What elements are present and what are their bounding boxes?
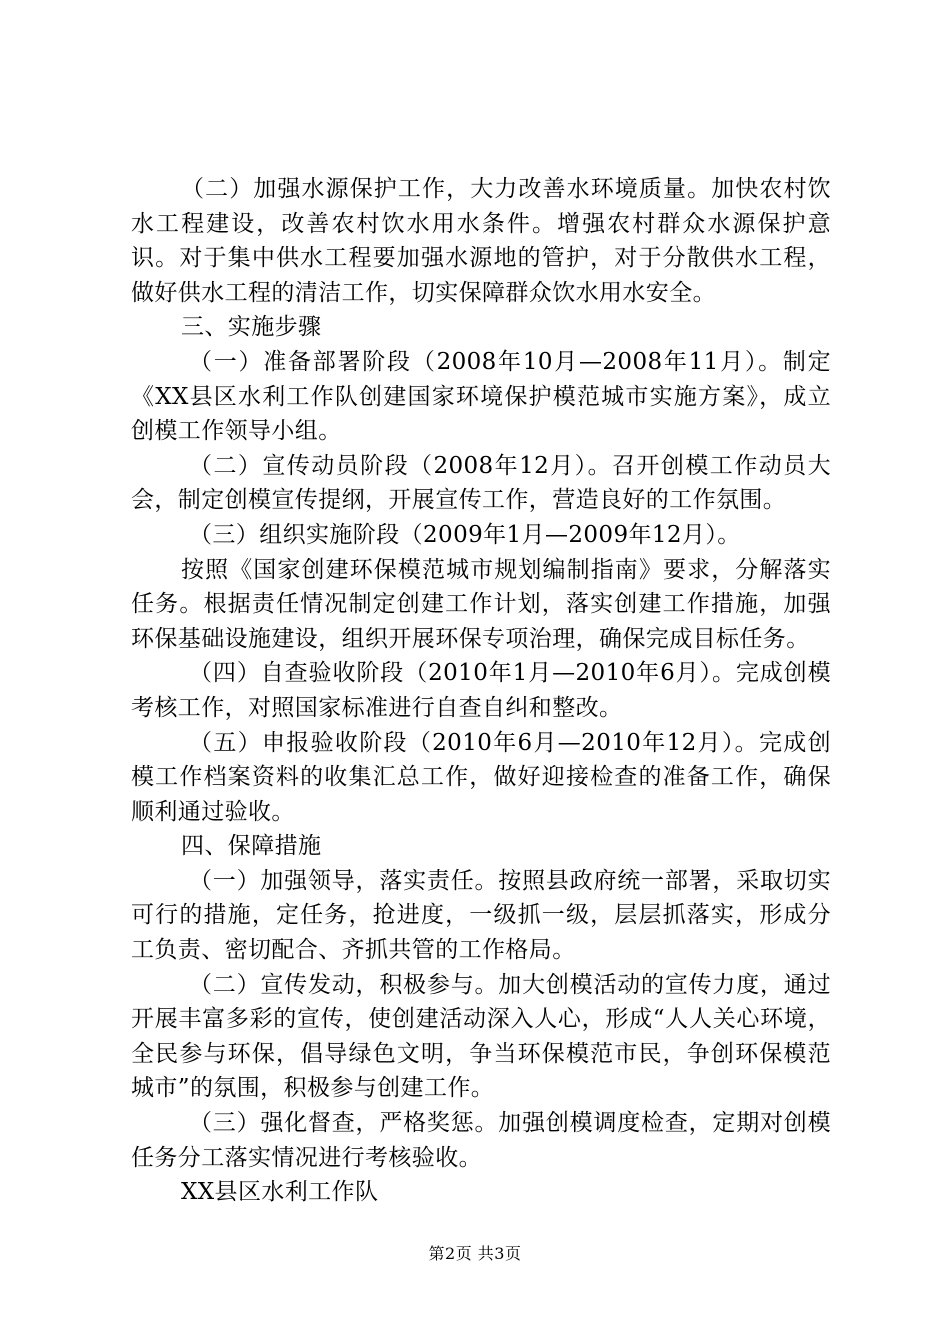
signature-organization: XX县区水利工作队	[181, 1179, 379, 1206]
document-body	[131, 172, 831, 1210]
paragraph-measure-1: （一）加强领导，落实责任。按照县政府统一部署，采取切实可行的措施，定任务，抢进度，一级抓一级，层层抓落实，形成分工负责、密切配合、齐抓共管的工作格局。	[131, 867, 831, 964]
heading-safeguard-measures: 四、保障措施	[181, 833, 322, 860]
paragraph-measure-2: （二）宣传发动，积极参与。加大创模活动的宣传力度，通过开展丰富多彩的宣传，使创建活动深入人心，形成“人人关心环境，全民参与环保，倡导绿色文明，争当环保模范市民，争创环保模范城市”的氛围，积极参与创建工作。	[131, 971, 831, 1102]
paragraph-step-4: （四）自查验收阶段（2010年1月—2010年6月）。完成创模考核工作，对照国家标准进行自查自纠和整改。	[131, 660, 831, 721]
page-number-footer: 第2页 共3页	[428, 1244, 522, 1263]
paragraph-step-3-detail: 按照《国家创建环保模范城市规划编制指南》要求，分解落实任务。根据责任情况制定创建工作计划，落实创建工作措施，加强环保基础设施建设，组织开展环保专项治理，确保完成目标任务。	[131, 556, 831, 652]
heading-implementation-steps: 三、实施步骤	[181, 314, 322, 341]
paragraph-water-source-protection: （二）加强水源保护工作，大力改善水环境质量。加快农村饮水工程建设，改善农村饮水用水条件。增强农村群众水源保护意识。对于集中供水工程要加强水源地的管护，对于分散供水工程，做好供水工程的清洁工作，切实保障群众饮水用水安全。	[131, 176, 831, 306]
paragraph-step-5: （五）申报验收阶段（2010年6月—2010年12月）。完成创模工作档案资料的收集汇总工作，做好迎接检查的准备工作，确保顺利通过验收。	[131, 729, 831, 825]
paragraph-step-2: （二）宣传动员阶段（2008年12月）。召开创模工作动员大会，制定创模宣传提纲，开展宣传工作，营造良好的工作氛围。	[131, 452, 831, 514]
paragraph-measure-3: （三）强化督查，严格奖惩。加强创模调度检查，定期对创模任务分工落实情况进行考核验收。	[131, 1110, 831, 1171]
paragraph-step-3: （三）组织实施阶段（2009年1月—2009年12月）。	[189, 521, 741, 548]
paragraph-step-1: （一）准备部署阶段（2008年10月—2008年11月）。制定《XX县区水利工作队创建国家环境保护模范城市实施方案》，成立创模工作领导小组。	[131, 348, 831, 445]
